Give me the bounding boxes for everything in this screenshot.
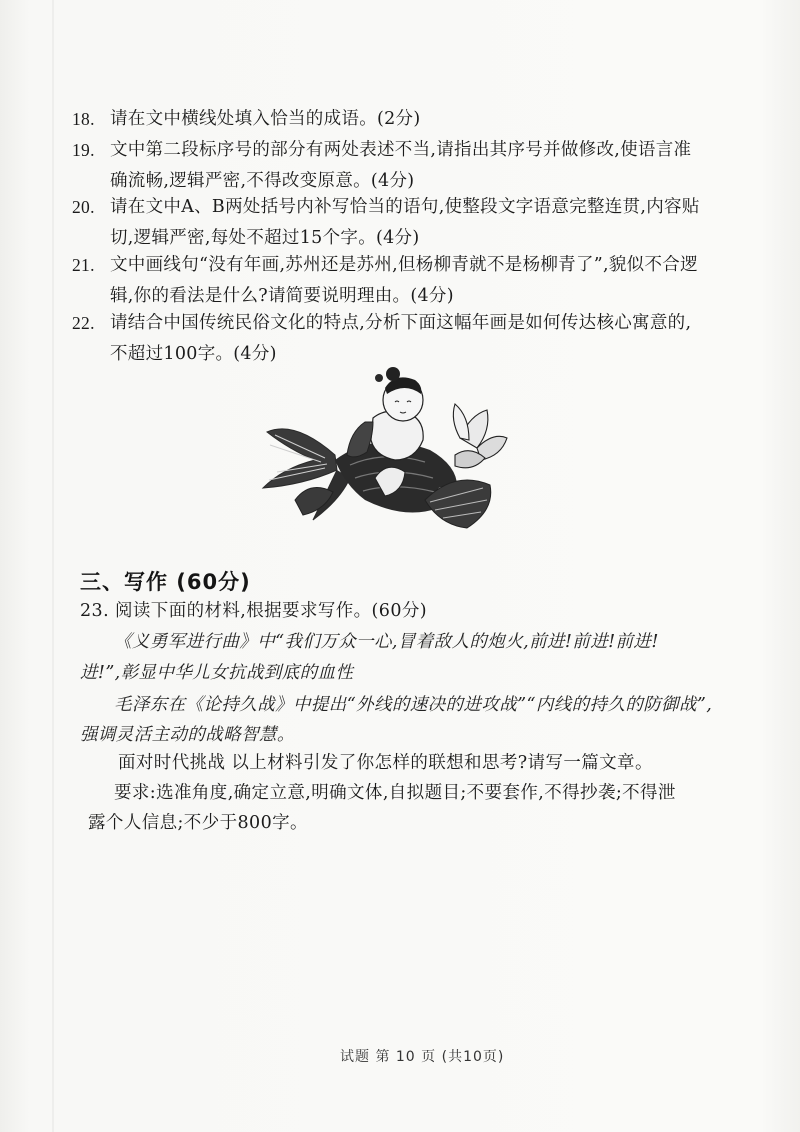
q23-requirements: 要求:选准角度,确定立意,明确文体,自拟题目;不要套作,不得抄袭;不得泄: [114, 783, 676, 803]
question-text: 切,逻辑严密,每处不超过15个字。(4分): [110, 228, 420, 248]
question-number: 19.: [72, 140, 95, 160]
question-text: 确流畅,逻辑严密,不得改变原意。(4分): [110, 171, 415, 191]
page-footer: 试题 第 10 页 (共10页): [340, 1049, 505, 1065]
q23-material-1-cont: 进!”,彰显中华儿女抗战到底的血性: [80, 663, 354, 683]
question-text: 请结合中国传统民俗文化的特点,分析下面这幅年画是如何传达核心寓意的,: [110, 313, 692, 333]
q23-prompt: 面对时代挑战 以上材料引发了你怎样的联想和思考?请写一篇文章。: [118, 753, 653, 773]
question-text: 不超过100字。(4分): [110, 344, 277, 364]
question-text: 文中画线句“没有年画,苏州还是苏州,但杨柳青就不是杨柳青了”,貌似不合逻: [110, 255, 698, 275]
question-number: 18.: [72, 109, 95, 129]
q23-material-2-cont: 强调灵活主动的战略智慧。: [80, 725, 295, 745]
question-text: 请在文中横线处填入恰当的成语。(2分): [110, 109, 421, 129]
question-20: [72, 192, 732, 254]
q23-material-1: 《义勇军进行曲》中“我们万众一心,冒着敌人的炮火,前进!前进!前进!: [114, 632, 659, 652]
question-number: 22.: [72, 313, 95, 333]
question-number: 20.: [72, 197, 95, 217]
question-text: 请在文中A、B两处括号内补写恰当的语句,使整段文字语意完整连贯,内容贴: [110, 197, 700, 217]
question-text: 文中第二段标序号的部分有两处表述不当,请指出其序号并做修改,使语言准: [110, 140, 692, 160]
q23-intro: 23. 阅读下面的材料,根据要求写作。(60分): [80, 601, 427, 621]
question-21: [72, 250, 732, 312]
page-shadow: [52, 0, 54, 1132]
question-text: 辑,你的看法是什么?请简要说明理由。(4分): [110, 286, 454, 306]
question-18: [72, 104, 732, 135]
question-19: [72, 135, 732, 197]
lotus-flower: [453, 404, 507, 468]
q23-material-2: 毛泽东在《论持久战》中提出“外线的速决的进攻战”“内线的持久的防御战”,: [114, 695, 713, 715]
q23-requirements-cont: 露个人信息;不少于800字。: [88, 813, 308, 833]
new-year-painting-image: [255, 360, 515, 535]
question-number: 21.: [72, 255, 95, 275]
section-title: 三、写作 (60分): [80, 570, 251, 594]
child-figure: [347, 367, 423, 460]
